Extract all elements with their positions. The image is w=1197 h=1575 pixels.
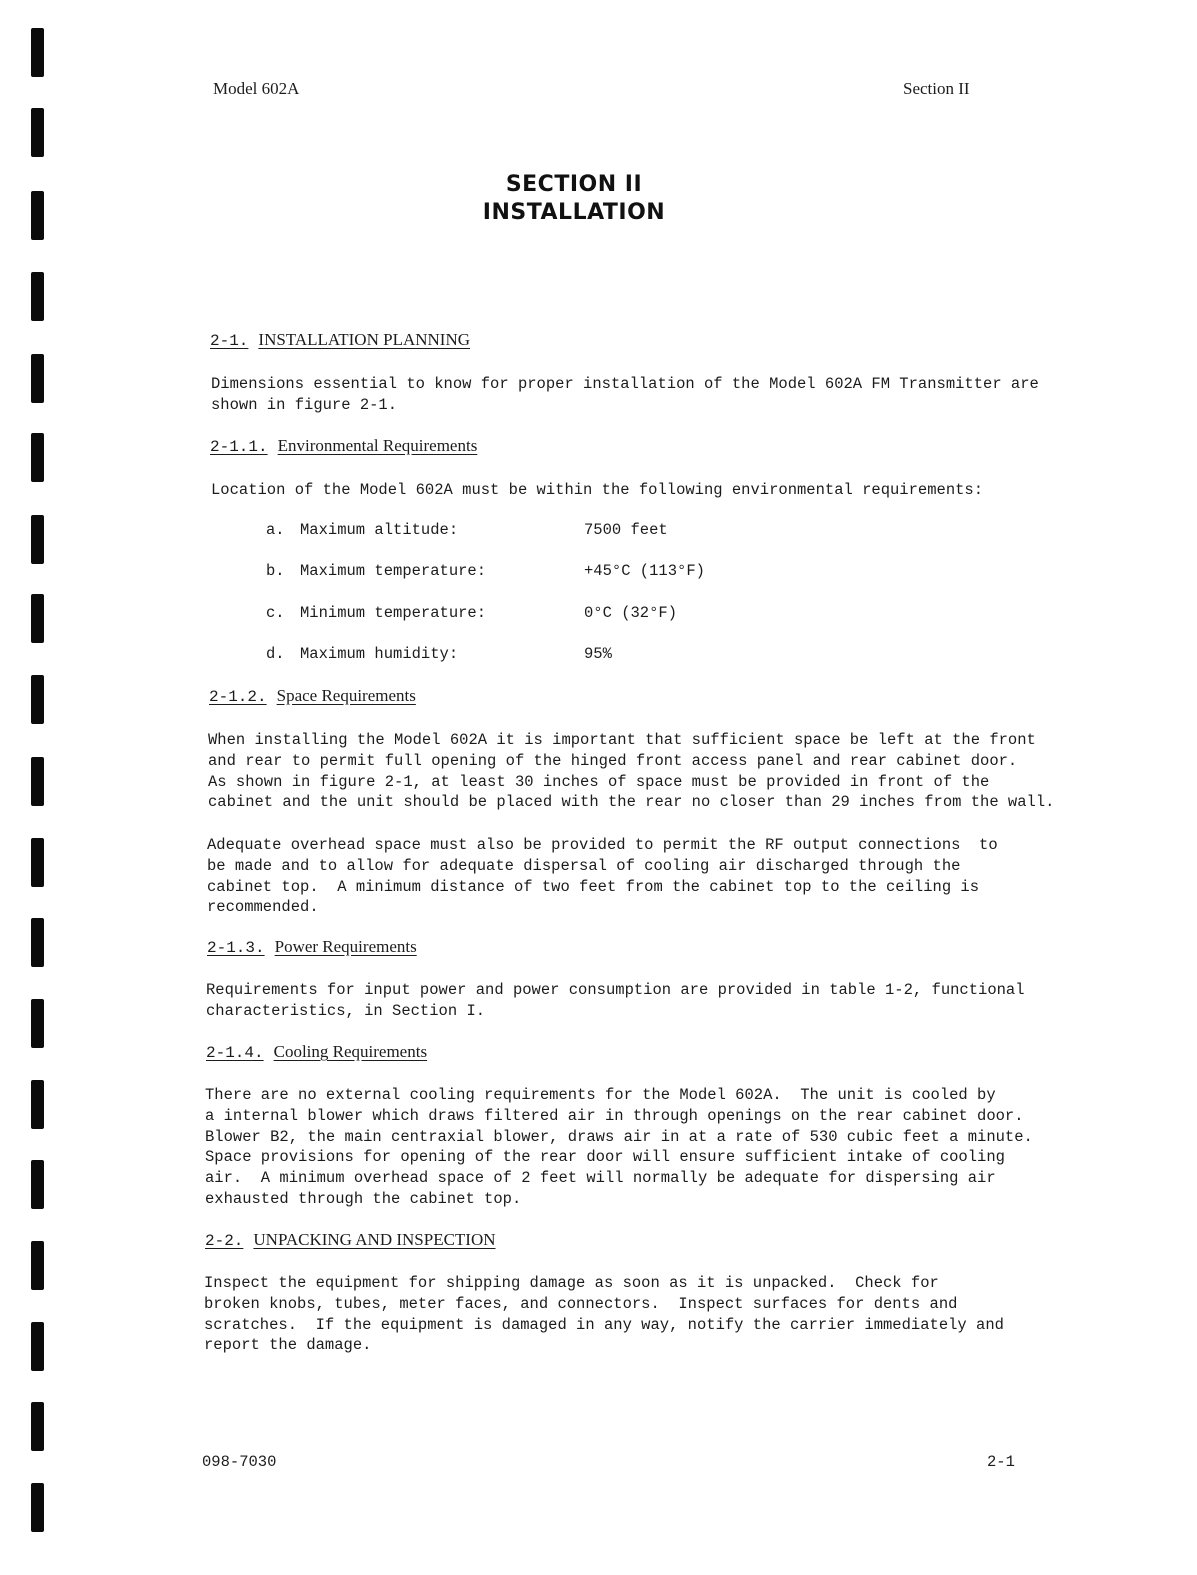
text-line: recommended. [207,898,319,917]
heading-number: 2-1. [210,332,249,350]
paragraph-unpacking [204,1273,1004,1356]
footer-page-number: 2-1 [987,1453,1015,1471]
heading-text: Space Requirements [276,686,416,705]
item-letter: a. [266,521,285,539]
text-line: Location of the Model 602A must be within the following environmental requirements: [211,481,984,499]
item-value: 0°C (32°F) [584,604,678,622]
item-value: 95% [584,645,612,663]
item-label: Maximum humidity: [300,645,459,663]
heading-2-1-3 [207,937,417,957]
heading-2-1-2 [209,686,416,706]
item-letter: d. [266,645,285,663]
binder-hole-mark [31,354,44,403]
item-letter: b. [266,562,285,580]
heading-text: Cooling Requirements [273,1042,428,1061]
heading-text: UNPACKING AND INSPECTION [253,1230,496,1249]
binder-hole-mark [31,1241,44,1290]
text-line: scratches. If the equipment is damaged in any way, notify the carrier immediately and [204,1315,1004,1334]
heading-number: 2-1.2. [209,688,267,706]
text-line: Requirements for input power and power consumption are provided in table 1-2, functional [206,981,1025,999]
text-line: exhausted through the cabinet top. [205,1189,522,1208]
binder-hole-mark [31,28,44,77]
heading-2-2 [205,1230,496,1250]
heading-number: 2-1.3. [207,939,265,957]
heading-number: 2-2. [205,1232,244,1250]
heading-text: Power Requirements [274,937,417,956]
heading-2-1-4 [206,1042,427,1062]
header-section: Section II [903,79,970,98]
item-value: 7500 feet [584,521,668,539]
binder-hole-mark [31,918,44,967]
text-line: broken knobs, tubes, meter faces, and connectors. Inspect surfaces for dents and [204,1294,958,1313]
text-line: Dimensions essential to know for proper installation of the Model 602A FM Transmitter are [211,375,1039,393]
binder-hole-mark [31,515,44,564]
binder-hole-mark [31,838,44,887]
text-line: air. A minimum overhead space of 2 feet will normally be adequate for dispersing air [205,1169,996,1188]
item-label: Maximum temperature: [300,562,487,580]
binder-hole-mark [31,1322,44,1371]
text-line: Blower B2, the main centraxial blower, draws air in at a rate of 530 cubic feet a minute. [205,1127,1033,1146]
footer-document-number: 098-7030 [202,1453,277,1471]
text-line: and rear to permit full opening of the hinged front access panel and rear cabinet door. [208,751,1018,770]
heading-2-1-1 [210,436,477,456]
paragraph-cooling [205,1085,1033,1210]
binder-hole-mark [31,594,44,643]
paragraph-environmental [211,480,983,501]
binder-hole-mark [31,1483,44,1532]
text-line: report the damage. [204,1336,372,1355]
heading-text: INSTALLATION PLANNING [258,330,470,349]
section-title: SECTION II [505,172,643,197]
text-line: When installing the Model 602A it is important that sufficient space be left at the front [208,731,1036,749]
binder-hole-mark [31,108,44,157]
text-line: cabinet top. A minimum distance of two feet from the cabinet top to the ceiling is [207,877,980,896]
text-line: As shown in figure 2-1, at least 30 inches of space must be provided in front of the [208,772,990,791]
heading-number: 2-1.4. [206,1044,264,1062]
binder-hole-mark [31,675,44,724]
item-label: Minimum temperature: [300,604,487,622]
text-line: be made and to allow for adequate dispersal of cooling air discharged through the [207,856,961,875]
text-line: Adequate overhead space must also be provided to permit the RF output connections to [207,836,998,854]
heading-number: 2-1.1. [210,438,268,456]
binder-hole-mark [31,1160,44,1209]
binder-hole-mark [31,757,44,806]
text-line: cabinet and the unit should be placed with the rear no closer than 29 inches from the wall. [208,793,1055,812]
binder-hole-mark [31,272,44,321]
binder-hole-mark [31,433,44,482]
item-letter: c. [266,604,285,622]
text-line: There are no external cooling requirements for the Model 602A. The unit is cooled by [205,1086,996,1104]
binder-hole-mark [31,1080,44,1129]
binder-hole-mark [31,1402,44,1451]
heading-2-1 [210,330,470,350]
heading-text: Environmental Requirements [277,436,478,455]
text-line: Space provisions for opening of the rear door will ensure sufficient intake of cooling [205,1148,1005,1167]
header-model: Model 602A [213,79,300,98]
text-line: shown in figure 2-1. [211,395,398,414]
text-line: Inspect the equipment for shipping damage as soon as it is unpacked. Check for [204,1274,939,1292]
paragraph-power [206,980,1025,1022]
text-line: a internal blower which draws filtered air in through openings on the rear cabinet door. [205,1106,1024,1125]
item-label: Maximum altitude: [300,521,459,539]
binder-hole-mark [31,999,44,1048]
section-subtitle: INSTALLATION [482,200,666,225]
item-value: +45°C (113°F) [584,562,705,580]
paragraph-installation-planning [211,374,1039,416]
text-line: characteristics, in Section I. [206,1001,486,1020]
paragraph-space-2 [207,835,998,918]
paragraph-space-1 [208,730,1054,813]
